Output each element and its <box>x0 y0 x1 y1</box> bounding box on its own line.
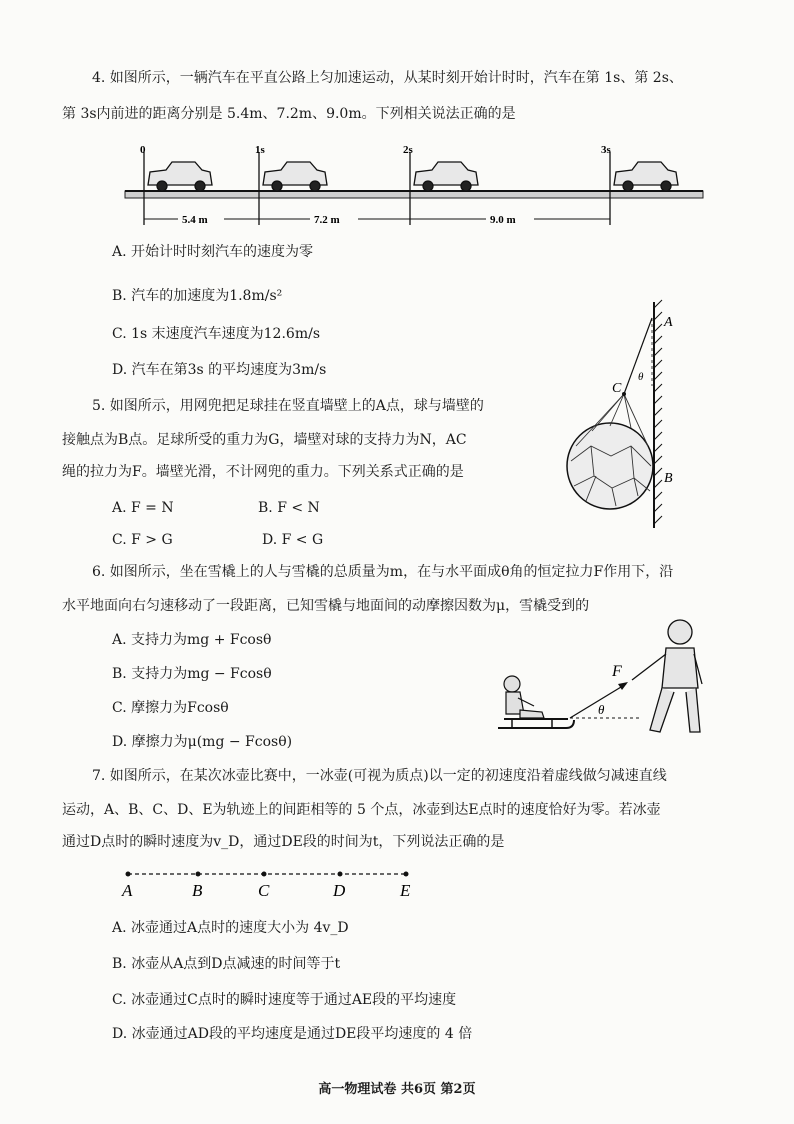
point-d-marker <box>338 872 343 877</box>
q5-line1: 5. 如图所示，用网兜把足球挂在竖直墙壁上的A点，球与墙壁的 <box>92 398 484 414</box>
q5-option-d: D. F < G <box>262 532 324 548</box>
label-F: F <box>612 663 622 680</box>
q6-option-d: D. 摩擦力为μ(mg − Fcosθ) <box>112 734 293 750</box>
label-theta: θ <box>598 702 605 717</box>
child-figure <box>504 676 544 718</box>
time-label-0: 0 <box>140 144 146 156</box>
time-label-3: 3s <box>601 144 611 156</box>
car-icon <box>614 162 678 191</box>
q7-line2: 运动，A、B、C、D、E为轨迹上的间距相等的 5 个点，冰壶到达E点时的速度恰好为零。若冰壶 <box>62 802 661 818</box>
q7-option-b: B. 冰壶从A点到D点减速的时间等于t <box>112 956 341 972</box>
q5-line2: 接触点为B点。足球所受的重力为G，墙壁对球的支持力为N，AC <box>62 432 467 448</box>
q4-option-d: D. 汽车在第3s 的平均速度为3m/s <box>112 362 327 378</box>
q4-option-b: B. 汽车的加速度为1.8m/s² <box>112 288 283 304</box>
car-icon <box>263 162 327 191</box>
q6-option-b: B. 支持力为mg − Fcosθ <box>112 666 272 682</box>
point-b-label: B <box>192 881 203 900</box>
q5-option-c: C. F > G <box>112 532 173 548</box>
point-b-marker <box>196 872 201 877</box>
q4-option-a: A. 开始计时时刻汽车的速度为零 <box>112 244 314 260</box>
q6-sled-figure <box>490 614 726 744</box>
point-c-label: C <box>258 881 270 900</box>
q7-line3: 通过D点时的瞬时速度为v_D，通过DE段的时间为t，下列说法正确的是 <box>62 834 505 850</box>
point-d-label: D <box>333 881 346 900</box>
q6-option-c: C. 摩擦力为Fcosθ <box>112 700 229 716</box>
q5-option-b: B. F < N <box>258 500 320 516</box>
q4-car-figure <box>120 140 710 236</box>
q4-line1: 4. 如图所示，一辆汽车在平直公路上匀加速运动，从某时刻开始计时时，汽车在第 1s、第 2s、 <box>92 70 683 86</box>
q7-option-a: A. 冰壶通过A点时的速度大小为 4v_D <box>112 920 349 936</box>
distance-label-2: 7.2 m <box>314 214 340 226</box>
q5-ball-figure <box>556 296 696 534</box>
q7-option-c: C. 冰壶通过C点时的瞬时速度等于通过AE段的平均速度 <box>112 992 457 1008</box>
q5-line3: 绳的拉力为F。墙壁光滑，不计网兜的重力。下列关系式正确的是 <box>62 464 464 480</box>
point-e-label: E <box>400 881 411 900</box>
page-footer: 高一物理试卷 共6页 第2页 <box>318 1082 476 1097</box>
car-icon <box>148 162 212 191</box>
point-e-marker <box>404 872 409 877</box>
q6-line2: 水平地面向右匀速移动了一段距离，已知雪橇与地面间的动摩擦因数为μ，雪橇受到的 <box>62 598 590 614</box>
q7-option-d: D. 冰壶通过AD段的平均速度是通过DE段平均速度的 4 倍 <box>112 1026 473 1042</box>
label-theta: θ <box>638 371 644 383</box>
time-label-2: 2s <box>403 144 413 156</box>
q4-line2: 第 3s内前进的距离分别是 5.4m、7.2m、9.0m。下列相关说法正确的是 <box>62 106 516 122</box>
label-A: A <box>664 315 673 330</box>
q6-option-a: A. 支持力为mg + Fcosθ <box>112 632 272 648</box>
point-a-marker <box>126 872 131 877</box>
q7-line1: 7. 如图所示，在某次冰壶比赛中，一冰壶(可视为质点)以一定的初速度沿着虚线做匀减速直线 <box>92 768 667 784</box>
q5-option-a: A. F = N <box>112 500 174 516</box>
time-label-1: 1s <box>255 144 265 156</box>
q7-track-figure <box>112 862 432 902</box>
q6-line1: 6. 如图所示，坐在雪橇上的人与雪橇的总质量为m，在与水平面成θ角的恒定拉力F作用下，沿 <box>92 564 674 580</box>
point-a-label: A <box>122 881 133 900</box>
distance-label-1: 5.4 m <box>182 214 208 226</box>
distance-label-3: 9.0 m <box>490 214 516 226</box>
label-B: B <box>664 471 673 486</box>
car-icon <box>414 162 478 191</box>
point-c-marker <box>262 872 267 877</box>
label-C: C <box>612 381 622 396</box>
person-pulling-figure <box>632 620 702 732</box>
q4-option-c: C. 1s 末速度汽车速度为12.6m/s <box>112 326 321 342</box>
